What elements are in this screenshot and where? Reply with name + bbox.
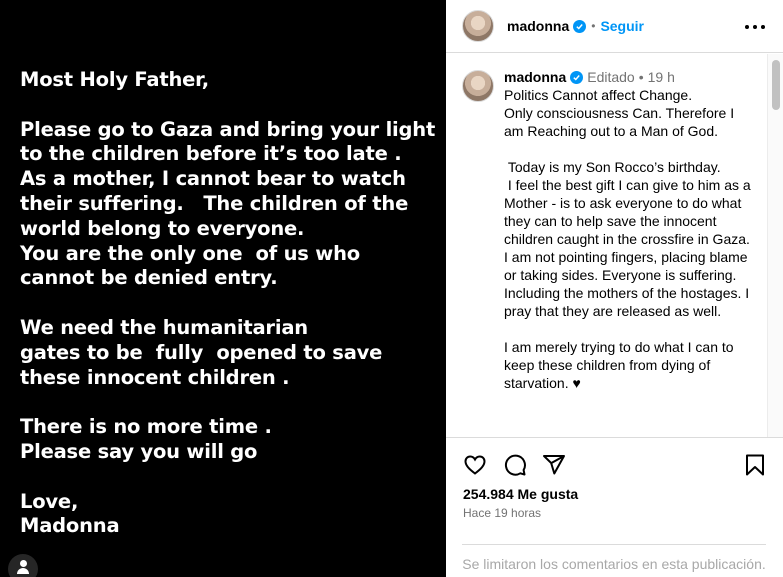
separator-dot: • bbox=[591, 19, 596, 33]
edited-label: Editado bbox=[587, 69, 635, 85]
comment-icon[interactable] bbox=[503, 453, 529, 479]
username-link[interactable]: madonna bbox=[507, 18, 570, 34]
verified-badge-icon bbox=[573, 20, 586, 33]
bookmark-icon[interactable] bbox=[743, 453, 769, 479]
comments-disabled-notice: Se limitaron los comentarios en esta publicación. bbox=[462, 544, 766, 577]
more-options-icon[interactable] bbox=[745, 17, 765, 37]
action-section bbox=[446, 437, 783, 577]
post-timestamp[interactable]: Hace 19 horas bbox=[463, 506, 542, 520]
scrollbar-thumb[interactable] bbox=[772, 60, 780, 110]
heart-icon[interactable] bbox=[463, 453, 489, 479]
caption-avatar[interactable] bbox=[462, 70, 494, 102]
caption-username-link[interactable]: madonna bbox=[504, 69, 567, 85]
likes-count[interactable]: 254.984 Me gusta bbox=[463, 486, 579, 502]
caption-scrollbar[interactable] bbox=[767, 54, 783, 438]
post-header bbox=[446, 0, 783, 53]
caption-text: Politics Cannot affect Change. Only consciousness Can. Therefore I am Reaching out to a Man of God. Today is my Son Rocco’s birthday. I feel the best gift I can give to him as a Mother - is to ask everyone to do what they can to help save the innocent children caught in the crossfire in Gaza. I am not pointing fingers, placing blame or taking sides. Everyone is suffering. Including the mothers of the hostages. I pray that they are released as well. I am merely trying to do what I can to keep these children from dying of starvation. ♥ bbox=[504, 87, 751, 391]
post-time[interactable]: 19 h bbox=[647, 69, 675, 85]
follow-button[interactable]: Seguir bbox=[600, 18, 645, 34]
user-tag-icon[interactable] bbox=[8, 554, 38, 577]
caption-section bbox=[446, 54, 783, 438]
share-icon[interactable] bbox=[542, 453, 568, 479]
caption bbox=[462, 68, 762, 392]
post-sidebar bbox=[446, 0, 783, 577]
verified-badge-icon bbox=[570, 71, 583, 84]
letter-text: Most Holy Father, Please go to Gaza and bring your light to the children before it’s too late . As a mother, I cannot bear to watch their suffering. The children of the world belong to everyone. You are the only one of us who cannot be denied entry. We need the humanitarian gates to be fully opened to save these innocent children . There is no more time . Please say you will go Love, Madonna bbox=[20, 68, 436, 538]
avatar[interactable] bbox=[462, 10, 494, 42]
separator-dot: • bbox=[638, 69, 644, 85]
